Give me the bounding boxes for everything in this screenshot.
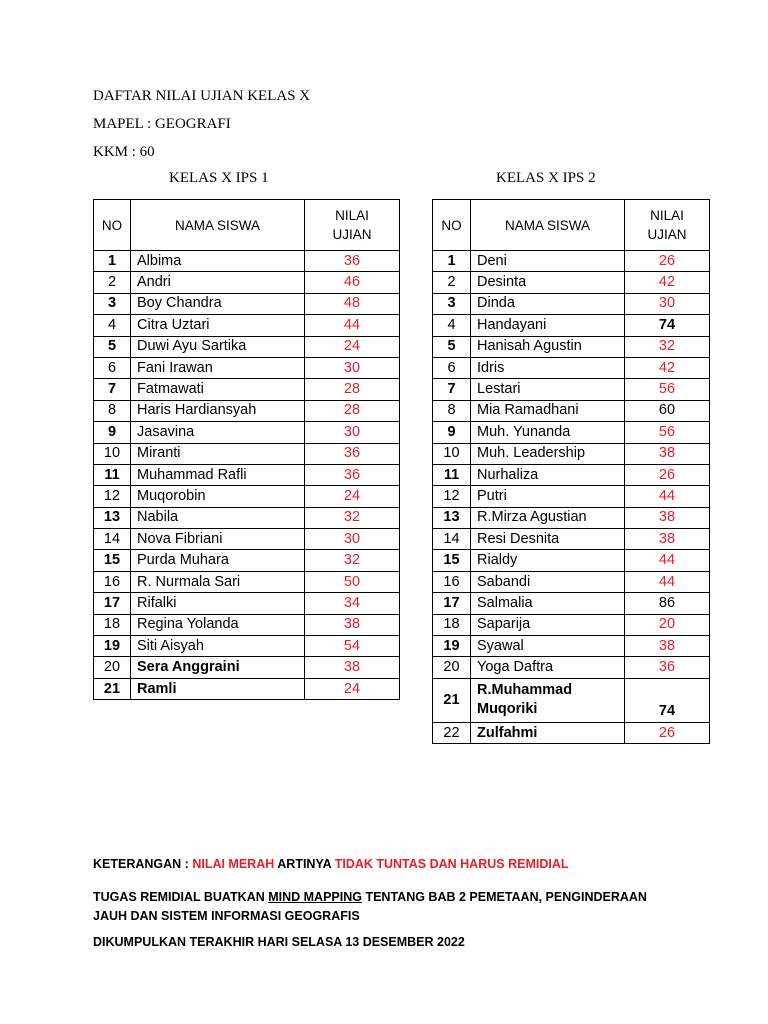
student-name: Albima xyxy=(131,251,305,272)
table-row xyxy=(94,550,400,571)
student-name: R. Nurmala Sari xyxy=(131,571,305,592)
student-name: Rifalki xyxy=(131,593,305,614)
student-name: Idris xyxy=(471,357,625,378)
exam-score: 30 xyxy=(305,357,400,378)
row-number: 15 xyxy=(94,550,131,571)
exam-score: 74 xyxy=(625,315,710,336)
table-row xyxy=(433,357,710,378)
table-row xyxy=(94,507,400,528)
student-name: Deni xyxy=(471,251,625,272)
row-number: 7 xyxy=(94,379,131,400)
exam-score: 42 xyxy=(625,357,710,378)
header-score-line1: NILAI xyxy=(335,208,369,223)
student-name: Muqorobin xyxy=(131,486,305,507)
row-number: 6 xyxy=(433,357,471,378)
exam-score: 44 xyxy=(625,550,710,571)
exam-score: 38 xyxy=(305,657,400,678)
exam-score: 56 xyxy=(625,422,710,443)
row-number: 20 xyxy=(433,657,471,678)
exam-score: 56 xyxy=(625,379,710,400)
student-name: Duwi Ayu Sartika xyxy=(131,336,305,357)
table-row xyxy=(94,593,400,614)
exam-score: 44 xyxy=(305,315,400,336)
student-name: Yoga Daftra xyxy=(471,657,625,678)
row-number: 13 xyxy=(94,507,131,528)
row-number: 18 xyxy=(433,614,471,635)
class2-score-table xyxy=(432,199,710,744)
student-name: Sera Anggraini xyxy=(131,657,305,678)
table-row xyxy=(94,614,400,635)
table-row xyxy=(433,657,710,678)
student-name: Rialdy xyxy=(471,550,625,571)
table-row xyxy=(433,550,710,571)
row-number: 20 xyxy=(94,657,131,678)
student-name-line2: Muqoriki xyxy=(477,701,538,718)
table-row xyxy=(94,336,400,357)
exam-score: 86 xyxy=(625,593,710,614)
table-row xyxy=(433,422,710,443)
assignment-text-end: TENTANG BAB 2 PEMETAAN, PENGINDERAAN xyxy=(361,890,647,904)
table-row xyxy=(94,486,400,507)
table-row xyxy=(433,272,710,293)
table-row xyxy=(94,315,400,336)
exam-score: 74 xyxy=(625,678,710,722)
student-name: Nova Fibriani xyxy=(131,529,305,550)
student-name: Fani Irawan xyxy=(131,357,305,378)
row-number: 10 xyxy=(94,443,131,464)
student-name xyxy=(471,678,625,722)
table-row xyxy=(94,251,400,272)
deadline-note: DIKUMPULKAN TERAKHIR HARI SELASA 13 DESEMBER 2022 xyxy=(93,935,465,949)
exam-score: 20 xyxy=(625,614,710,635)
table-row xyxy=(94,272,400,293)
header-score xyxy=(625,200,710,251)
class2-caption: KELAS X IPS 2 xyxy=(496,170,596,186)
header-score xyxy=(305,200,400,251)
student-name: Nurhaliza xyxy=(471,464,625,485)
row-number: 11 xyxy=(94,464,131,485)
kkm-label: KKM : 60 xyxy=(93,144,155,160)
row-number: 1 xyxy=(94,251,131,272)
exam-score: 50 xyxy=(305,571,400,592)
exam-score: 26 xyxy=(625,251,710,272)
table-row xyxy=(433,251,710,272)
row-number: 17 xyxy=(433,593,471,614)
table-row xyxy=(433,486,710,507)
row-number: 5 xyxy=(433,336,471,357)
table-row xyxy=(94,443,400,464)
table-row xyxy=(433,593,710,614)
student-name: Dinda xyxy=(471,293,625,314)
student-name: Regina Yolanda xyxy=(131,614,305,635)
row-number: 14 xyxy=(94,529,131,550)
row-number: 12 xyxy=(94,486,131,507)
row-number: 15 xyxy=(433,550,471,571)
header-name: NAMA SISWA xyxy=(131,200,305,251)
exam-score: 60 xyxy=(625,400,710,421)
exam-score: 32 xyxy=(625,336,710,357)
exam-score: 32 xyxy=(305,550,400,571)
table-header-row xyxy=(94,200,400,251)
student-name: Mia Ramadhani xyxy=(471,400,625,421)
exam-score: 30 xyxy=(305,529,400,550)
table-row xyxy=(433,614,710,635)
student-name: Sabandi xyxy=(471,571,625,592)
student-name: Syawal xyxy=(471,636,625,657)
legend-red-text: NILAI MERAH xyxy=(192,857,275,871)
table-row xyxy=(94,571,400,592)
exam-score: 42 xyxy=(625,272,710,293)
subject-label: MAPEL : GEOGRAFI xyxy=(93,116,231,132)
student-name: Putri xyxy=(471,486,625,507)
row-number: 12 xyxy=(433,486,471,507)
exam-score: 48 xyxy=(305,293,400,314)
header-score-line2: UJIAN xyxy=(647,227,687,242)
exam-score: 38 xyxy=(625,636,710,657)
exam-score: 36 xyxy=(625,657,710,678)
table-row xyxy=(94,657,400,678)
student-name: Hanisah Agustin xyxy=(471,336,625,357)
student-name: Miranti xyxy=(131,443,305,464)
table-row xyxy=(433,443,710,464)
student-name: Saparija xyxy=(471,614,625,635)
exam-score: 26 xyxy=(625,722,710,743)
row-number: 2 xyxy=(94,272,131,293)
table-row xyxy=(94,357,400,378)
header-score-line1: NILAI xyxy=(650,208,684,223)
exam-score: 24 xyxy=(305,336,400,357)
row-number: 4 xyxy=(94,315,131,336)
header-no: NO xyxy=(94,200,131,251)
row-number: 19 xyxy=(433,636,471,657)
row-number: 3 xyxy=(433,293,471,314)
table-row xyxy=(433,571,710,592)
row-number: 6 xyxy=(94,357,131,378)
exam-score: 28 xyxy=(305,400,400,421)
exam-score: 24 xyxy=(305,678,400,699)
exam-score: 34 xyxy=(305,593,400,614)
exam-score: 38 xyxy=(625,443,710,464)
table-row xyxy=(94,400,400,421)
student-name: Zulfahmi xyxy=(471,722,625,743)
row-number: 11 xyxy=(433,464,471,485)
table-row xyxy=(433,464,710,485)
exam-score: 28 xyxy=(305,379,400,400)
student-name: Muhammad Rafli xyxy=(131,464,305,485)
exam-score: 38 xyxy=(305,614,400,635)
row-number: 7 xyxy=(433,379,471,400)
assignment-mind-mapping: MIND MAPPING xyxy=(268,890,362,904)
table-row xyxy=(94,529,400,550)
table-row xyxy=(94,678,400,699)
assignment-text-line2: JAUH DAN SISTEM INFORMASI GEOGRAFIS xyxy=(93,909,360,923)
exam-score: 38 xyxy=(625,507,710,528)
class1-score-table xyxy=(93,199,400,700)
exam-score: 38 xyxy=(625,529,710,550)
table-row xyxy=(433,507,710,528)
row-number: 9 xyxy=(433,422,471,443)
row-number: 18 xyxy=(94,614,131,635)
student-name: Muh. Leadership xyxy=(471,443,625,464)
row-number: 21 xyxy=(94,678,131,699)
row-number: 9 xyxy=(94,422,131,443)
exam-score: 30 xyxy=(625,293,710,314)
exam-score: 46 xyxy=(305,272,400,293)
row-number: 19 xyxy=(94,636,131,657)
row-number: 13 xyxy=(433,507,471,528)
student-name: Andri xyxy=(131,272,305,293)
assignment-text-start: TUGAS REMIDIAL BUATKAN xyxy=(93,890,269,904)
legend-note xyxy=(93,857,569,871)
page-title: DAFTAR NILAI UJIAN KELAS X xyxy=(93,88,311,104)
row-number: 2 xyxy=(433,272,471,293)
student-name: Ramli xyxy=(131,678,305,699)
student-name: Desinta xyxy=(471,272,625,293)
row-number: 16 xyxy=(433,571,471,592)
exam-score: 26 xyxy=(625,464,710,485)
exam-score: 54 xyxy=(305,636,400,657)
exam-score: 44 xyxy=(625,486,710,507)
table-row xyxy=(433,336,710,357)
exam-score: 36 xyxy=(305,251,400,272)
student-name: Siti Aisyah xyxy=(131,636,305,657)
student-name: Muh. Yunanda xyxy=(471,422,625,443)
student-name: Salmalia xyxy=(471,593,625,614)
table-row xyxy=(433,636,710,657)
row-number: 3 xyxy=(94,293,131,314)
table-row xyxy=(433,400,710,421)
table-row xyxy=(94,293,400,314)
row-number: 5 xyxy=(94,336,131,357)
student-name: R.Mirza Agustian xyxy=(471,507,625,528)
exam-score: 44 xyxy=(625,571,710,592)
student-name: Lestari xyxy=(471,379,625,400)
student-name: Boy Chandra xyxy=(131,293,305,314)
row-number: 8 xyxy=(433,400,471,421)
exam-score: 36 xyxy=(305,443,400,464)
class1-caption: KELAS X IPS 1 xyxy=(169,170,269,186)
row-number: 14 xyxy=(433,529,471,550)
student-name: Nabila xyxy=(131,507,305,528)
legend-mid-text: ARTINYA xyxy=(274,857,335,871)
exam-score: 30 xyxy=(305,422,400,443)
table-header-row xyxy=(433,200,710,251)
student-name: Fatmawati xyxy=(131,379,305,400)
table-row xyxy=(433,678,710,722)
header-name: NAMA SISWA xyxy=(471,200,625,251)
table-row xyxy=(433,315,710,336)
student-name: Haris Hardiansyah xyxy=(131,400,305,421)
row-number: 4 xyxy=(433,315,471,336)
row-number: 1 xyxy=(433,251,471,272)
exam-score: 32 xyxy=(305,507,400,528)
student-name: Citra Uztari xyxy=(131,315,305,336)
assignment-note xyxy=(93,888,647,926)
student-name: Handayani xyxy=(471,315,625,336)
legend-label: KETERANGAN : xyxy=(93,857,193,871)
table-row xyxy=(94,379,400,400)
row-number: 10 xyxy=(433,443,471,464)
table-row xyxy=(94,636,400,657)
student-name-line1: R.Muhammad xyxy=(477,682,573,699)
row-number: 17 xyxy=(94,593,131,614)
exam-score: 36 xyxy=(305,464,400,485)
table-row xyxy=(94,464,400,485)
table-row xyxy=(433,722,710,743)
header-no: NO xyxy=(433,200,471,251)
row-number: 16 xyxy=(94,571,131,592)
table-row xyxy=(433,379,710,400)
student-name: Purda Muhara xyxy=(131,550,305,571)
header-score-line2: UJIAN xyxy=(332,227,372,242)
row-number: 21 xyxy=(433,678,471,722)
student-name: Jasavina xyxy=(131,422,305,443)
table-row xyxy=(94,422,400,443)
exam-score: 24 xyxy=(305,486,400,507)
row-number: 8 xyxy=(94,400,131,421)
table-row xyxy=(433,529,710,550)
student-name: Resi Desnita xyxy=(471,529,625,550)
legend-meaning: TIDAK TUNTAS DAN HARUS REMIDIAL xyxy=(334,857,569,871)
row-number: 22 xyxy=(433,722,471,743)
table-row xyxy=(433,293,710,314)
